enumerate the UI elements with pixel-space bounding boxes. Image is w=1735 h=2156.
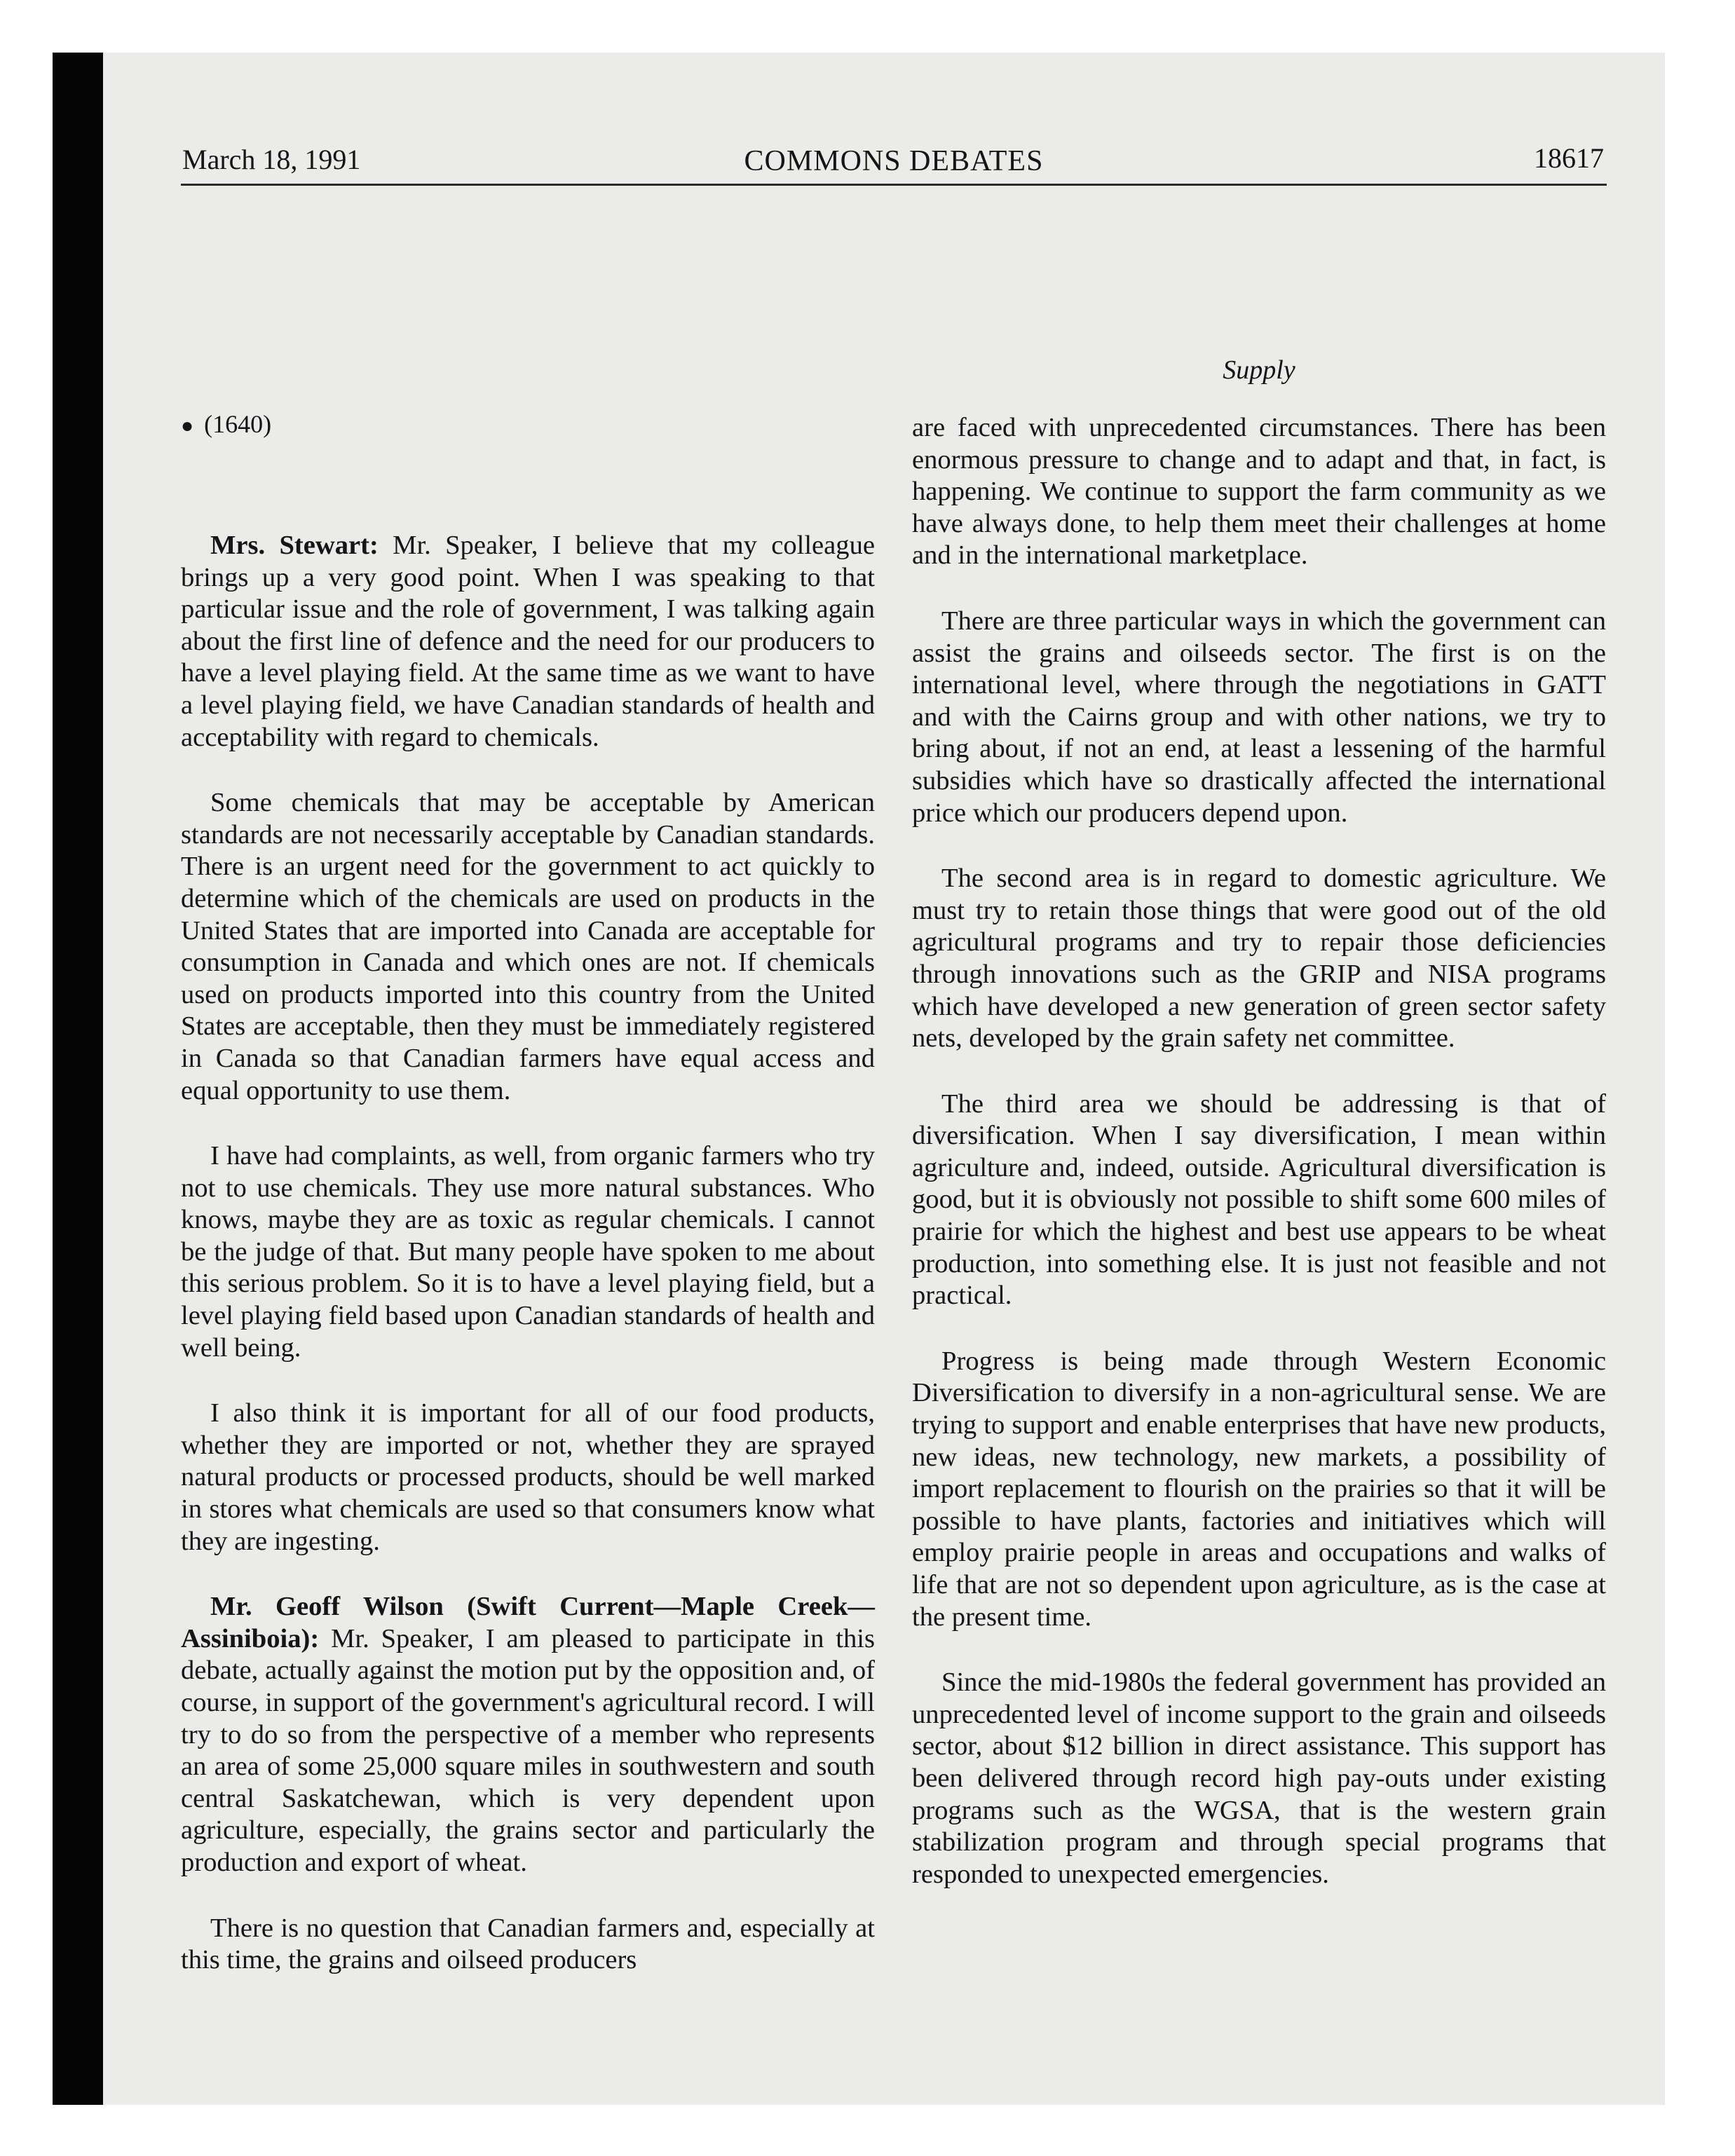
- paragraph: I also think it is important for all of our food products, whether they are imported or not, whether they are sprayed natural products or processed products, should be well marked in stores what chemicals are used so that consumers know what they are ingesting.: [181, 1398, 875, 1556]
- right-column: [912, 412, 1606, 1924]
- paragraph: Since the mid-1980s the federal government has provided an unprecedented level of income support to the grain and oilseeds sector, about $12 billion in direct assistance. This support has been delivered through record high pay-outs under existing programs such as the WGSA, that is the western grain stabilization program and through special programs that responded to unexpected emergencies.: [912, 1667, 1606, 1889]
- speaker-name: Mrs. Stewart:: [210, 531, 379, 560]
- header-page-number: 18617: [1534, 142, 1604, 174]
- header-date: March 18, 1991: [182, 144, 361, 175]
- left-column: [181, 412, 875, 2010]
- paragraph: The third area we should be addressing is that of diversification. When I say diversification, I mean within agriculture and, indeed, outside. Agricultural diversification is good, but it is obviously not possible to shift some 600 miles of prairie for which the highest and best use appears to be wheat production, into something else. It is just not feasible and not practical.: [912, 1089, 1606, 1311]
- paragraph: Some chemicals that may be acceptable by American standards are not necessarily acceptable by Canadian standards. There is an urgent need for the government to act quickly to determine which of the chemicals are used on products in the United States that are imported into Canada are acceptable for consumption in Canada and which ones are not. If chemicals used on products imported into this country from the United States are acceptable, then they must be immediately registered in Canada so that Canadian farmers have equal access and equal opportunity to use them.: [181, 788, 875, 1105]
- paragraph: The second area is in regard to domestic agriculture. We must try to retain those things that were good out of the old agricultural programs and try to repair those deficiencies through innovations such as the GRIP and NISA programs which have developed a new generation of green sector safety nets, developed by the grain safety net committee.: [912, 864, 1606, 1053]
- bullet-icon: ●: [181, 414, 194, 437]
- paragraph: There is no question that Canadian farmers and, especially at this time, the grains and oilseed producers: [181, 1913, 875, 1975]
- speaker-name: Mr. Geoff Wilson (Swift Current—Maple Creek—Assiniboia):: [181, 1592, 875, 1653]
- paragraph: Progress is being made through Western Economic Diversification to diversify in a non-agricultural sense. We are trying to support and enable enterprises that have new products, new ideas, new technology, new markets, a possibility of import replacement to flourish on the prairies so that it will be possible to have plants, factories and initiatives which will employ prairie people in areas and occupations and walks of life that are not so dependent upon agriculture, as is the case at the present time.: [912, 1346, 1606, 1632]
- document-page: [181, 137, 1607, 1975]
- paragraph-text: Mr. Speaker, I am pleased to participate in this debate, actually against the motion put by the opposition and, of course, in support of the government's agricultural record. I will try to do so from the perspective of a member who represents an area of some 25,000 square miles in southwestern and south central Saskatchewan, which is very dependent upon agriculture, especially, the grains sector and particularly the production and export of wheat.: [181, 1623, 875, 1877]
- header-title: COMMONS DEBATES: [744, 145, 1044, 177]
- running-header: [181, 137, 1607, 186]
- paragraph: There are three particular ways in which the government can assist the grains and oilseeds sector. The first is on the international level, where through the negotiations in GATT and with the Cairns group and with other nations, we try to bring about, if not an end, at least a lessening of the harmful subsidies which have so drastically affected the international price which our producers depend upon.: [912, 606, 1606, 828]
- paragraph-text: Mr. Speaker, I believe that my colleague brings up a very good point. When I was speaking to that particular issue and the role of government, I was talking again about the first line of defence and the need for our producers to have a level playing field. At the same time as we want to have a level playing field, we have Canadian standards of health and acceptability with regard to chemicals.: [181, 531, 875, 752]
- section-label: Supply: [1223, 355, 1295, 385]
- binding-edge-shadow: [53, 53, 103, 2105]
- paragraph: [181, 530, 875, 753]
- time-stamp-text: (1640): [204, 410, 272, 438]
- paragraph: [181, 1591, 875, 1878]
- paragraph: are faced with unprecedented circumstances. There has been enormous pressure to change and to adapt and that, in fact, is happening. We continue to support the farm community as we have always done, to help them meet their challenges at home and in the international marketplace.: [912, 413, 1606, 571]
- paragraph: I have had complaints, as well, from organic farmers who try not to use chemicals. They use more natural substances. Who knows, maybe they are as toxic as regular chemicals. I cannot be the judge of that. But many people have spoken to me about this serious problem. So it is to have a level playing field, but a level playing field based upon Canadian standards of health and well being.: [181, 1141, 875, 1363]
